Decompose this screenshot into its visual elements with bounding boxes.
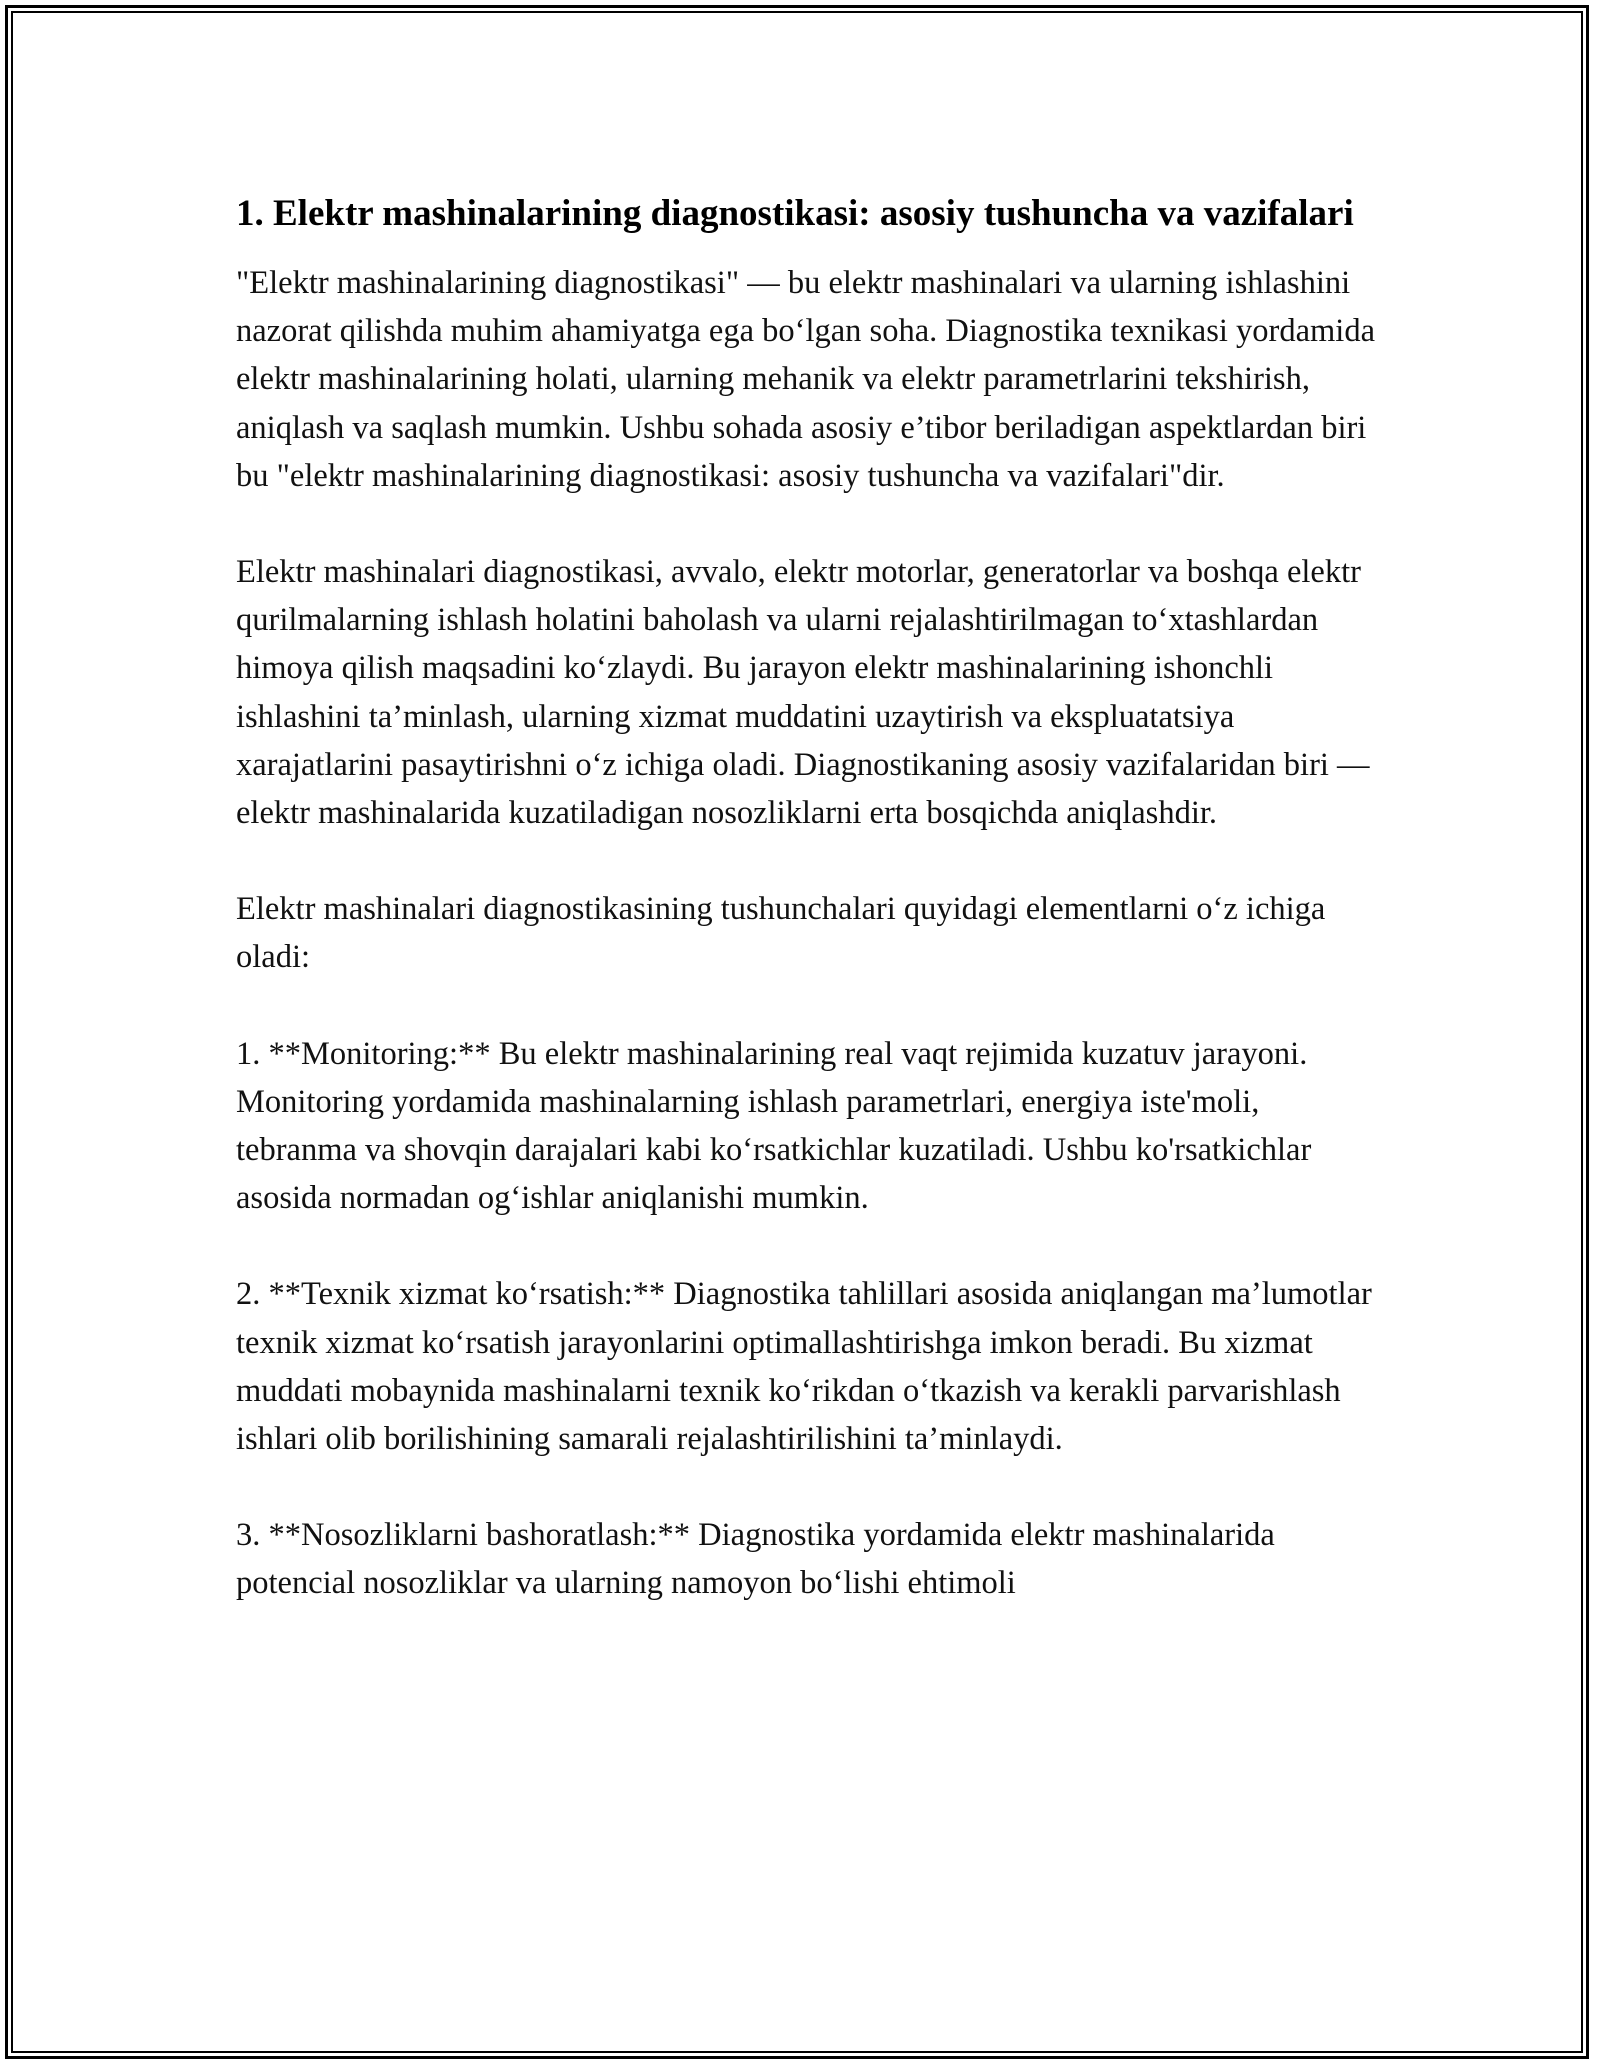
paragraph-elements-intro: Elektr mashinalari diagnostikasining tushunchalari quyidagi elementlarni oʻz ichiga oladi: <box>236 891 1326 976</box>
list-item-maintenance: 2. **Texnik xizmat koʻrsatish:** Diagnostika tahlillari asosida aniqlangan ma’lumotlar texnik xizmat koʻrsatish jarayonlarini optimallashtirishga imkon beradi. Bu xizmat muddati mobaynida mashinalarni texnik koʻrikdan oʻtkazish va kerakli parvarishlash ishlari olib borilishining samarali rejalashtirilishini ta’minlaydi. <box>236 1276 1372 1458</box>
list-item-fault-prediction: 3. **Nosozliklarni bashoratlash:** Diagnostika yordamida elektr mashinalarida potencial nosozliklar va ularning namoyon boʻlishi ehtimoli <box>236 1517 1275 1602</box>
document-title: 1. Elektr mashinalarining diagnostikasi: asosiy tushuncha va vazifalari <box>236 193 1354 234</box>
paragraph-intro: "Elektr mashinalarining diagnostikasi" — bu elektr mashinalari va ularning ishlashini nazorat qilishda muhim ahamiyatga ega boʻlgan soha. Diagnostika texnikasi yordamida elektr mashinalarining holati, ularning mehanik va elektr parametrlarini tekshirish, aniqlash va saqlash mumkin. Ushbu sohada asosiy e’tibor beriladigan aspektlardan biri bu "elektr mashinalarining diagnostikasi: asosiy tushuncha va vazifalari"dir. <box>236 265 1375 494</box>
paragraph-purpose: Elektr mashinalari diagnostikasi, avvalo, elektr motorlar, generatorlar va boshqa elektr qurilmalarning ishlash holatini baholash va ularni rejalashtirilmagan toʻxtashlardan himoya qilish maqsadini koʻzlaydi. Bu jarayon elektr mashinalarining ishonchli ishlashini ta’minlash, ularning xizmat muddatini uzaytirish va ekspluatatsiya xarajatlarini pasaytirishni oʻz ichiga oladi. Diagnostikaning asosiy vazifalaridan biri — elektr mashinalarida kuzatiladigan nosozliklarni erta bosqichda aniqlashdir. <box>236 554 1370 832</box>
document-body <box>236 186 1376 1656</box>
list-item-monitoring: 1. **Monitoring:** Bu elektr mashinalarining real vaqt rejimida kuzatuv jarayoni. Monitoring yordamida mashinalarning ishlash parametrlari, energiya iste'moli, tebranma va shovqin darajalari kabi koʻrsatkichlar kuzatiladi. Ushbu ko'rsatkichlar asosida normadan ogʻishlar aniqlanishi mumkin. <box>236 1035 1312 1217</box>
